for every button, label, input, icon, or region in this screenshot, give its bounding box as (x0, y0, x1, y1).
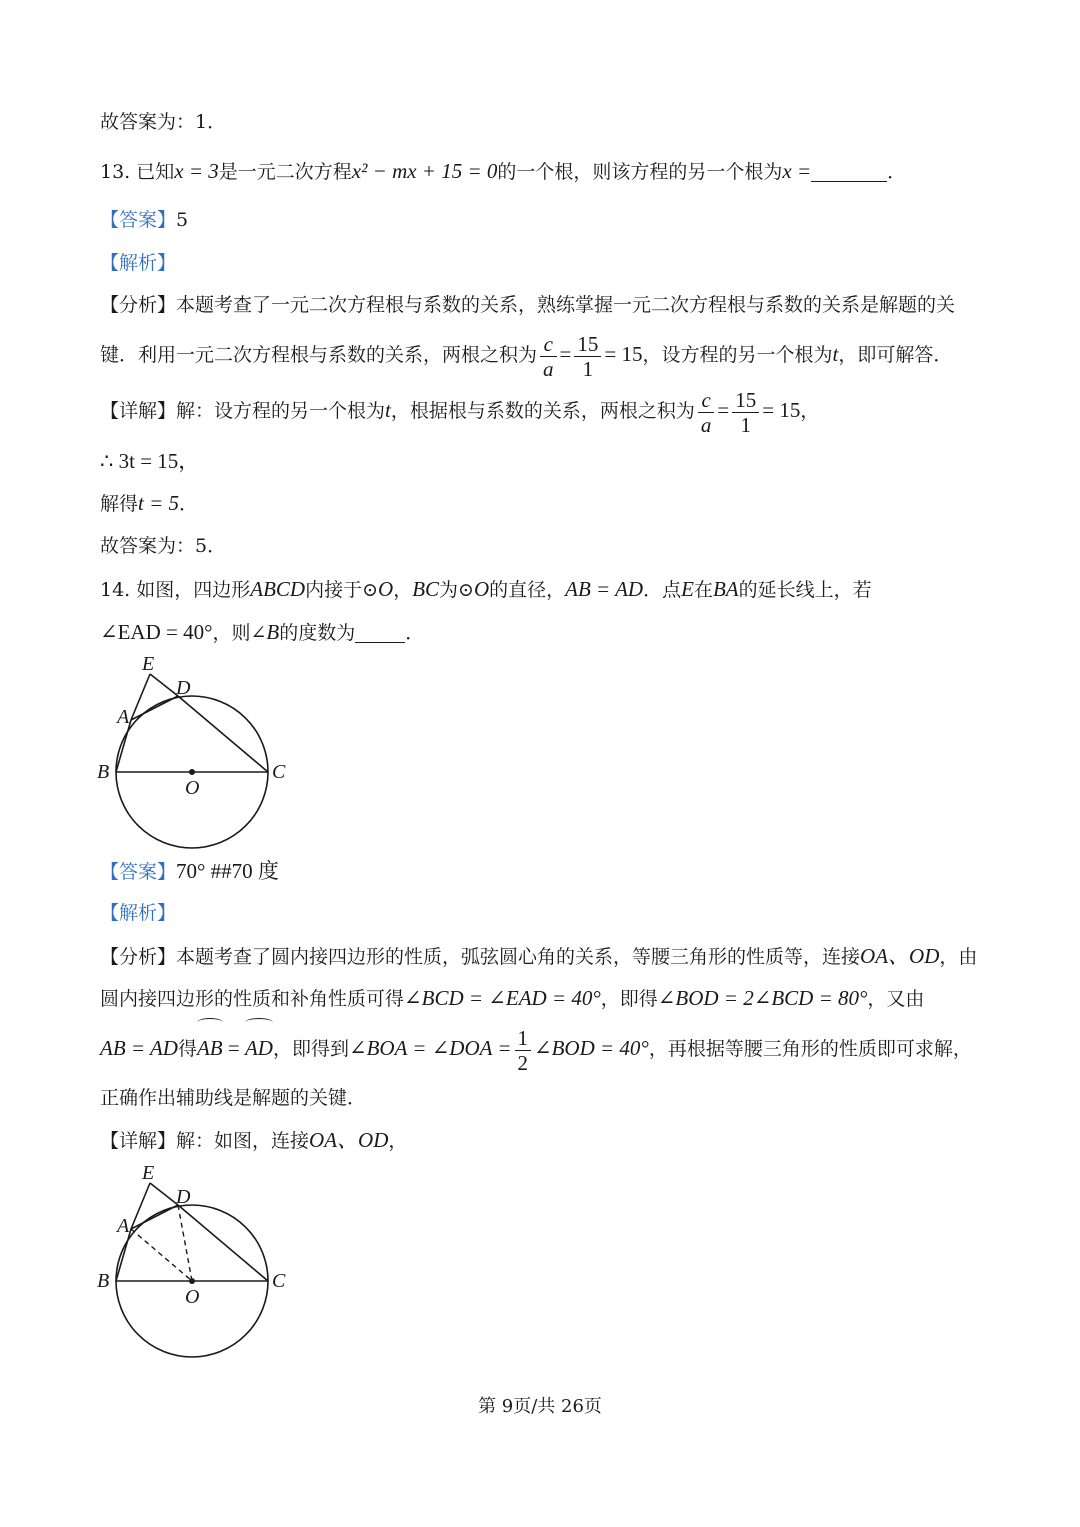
analysis-heading: 【解析】 (100, 252, 177, 274)
fenxi-line-1: 【分析】本题考查了一元二次方程根与系数的关系，熟练掌握一元二次方程根与系数的关系是解题的关 (100, 294, 956, 316)
fenxi-line-3: AB = AD得AB = AD，即得到∠BOA = ∠DOA = $\frac{1}{2}$ ∠BOD = 40°，再根据等腰三角形的性质即可求解， (100, 1022, 984, 1075)
fenxi-line-1: 【分析】本题考查了圆内接四边形的性质，弧弦圆心角的关系，等腰三角形的性质等，连接OA、OD，由 (100, 944, 978, 968)
text-line: 故答案为：1． (100, 111, 227, 133)
page-footer: 第 9页/共 26页 (478, 1396, 602, 1417)
label-a: A (117, 706, 130, 728)
text-line: 正确作出辅助线是解题的关键． (100, 1087, 367, 1109)
geometry-figure-1 (90, 648, 290, 854)
analysis-heading: 【解析】 (100, 902, 177, 924)
text-line: 故答案为：5． (100, 535, 227, 557)
question-13: 13. 已知x = 3是一元二次方程x² − mx + 15 = 0的一个根，则该方程的另一个根为x = ． (100, 159, 907, 183)
geometry-figure-2 (90, 1157, 290, 1363)
text-line: 解得t = 5． (100, 491, 199, 515)
text-line: ∴ 3t = 15， (100, 449, 200, 473)
fenxi-line-2: 圆内接四边形的性质和补角性质可得∠BCD = ∠EAD = 40°，即得∠BOD = 2∠BCD = 80°，又由 (100, 986, 925, 1010)
label-c: C (272, 1270, 286, 1292)
label-d: D (176, 1186, 191, 1208)
label-b: B (97, 761, 110, 783)
answer-line: 【答案】70° ##70 度 (100, 859, 279, 883)
label-e: E (142, 653, 155, 675)
label-b: B (97, 1270, 110, 1292)
label-c: C (272, 761, 286, 783)
label-e: E (142, 1162, 155, 1184)
answer-line: 【答案】5 (100, 209, 189, 231)
label-o: O (185, 777, 200, 799)
label-o: O (185, 1286, 200, 1308)
xiangjie-line: 【详解】解：如图，连接OA、OD， (100, 1128, 408, 1152)
question-14: 14. 如图，四边形ABCD内接于⊙O，BC为⊙O的直径，AB = AD．点E在BA的延长线上，若 (100, 577, 872, 601)
label-a: A (117, 1215, 130, 1237)
answer-blank (811, 161, 887, 182)
answer-blank (355, 622, 405, 643)
fenxi-line-2: 键．利用一元二次方程根与系数的关系，两根之积为 $\frac{c}{a}$ = $\frac{15}{1}$ = 15，设方程的另一个根为t，即可解答． (100, 331, 953, 381)
xiangjie-line-1: 【详解】解：设方程的另一个根为t，根据根与系数的关系，两根之积为 $\frac{c}{a}$ = $\frac{15}{1}$ = 15， (100, 387, 820, 437)
label-d: D (176, 677, 191, 699)
question-14-line-2: ∠EAD = 40°，则∠B的度数为 ． (100, 620, 425, 644)
